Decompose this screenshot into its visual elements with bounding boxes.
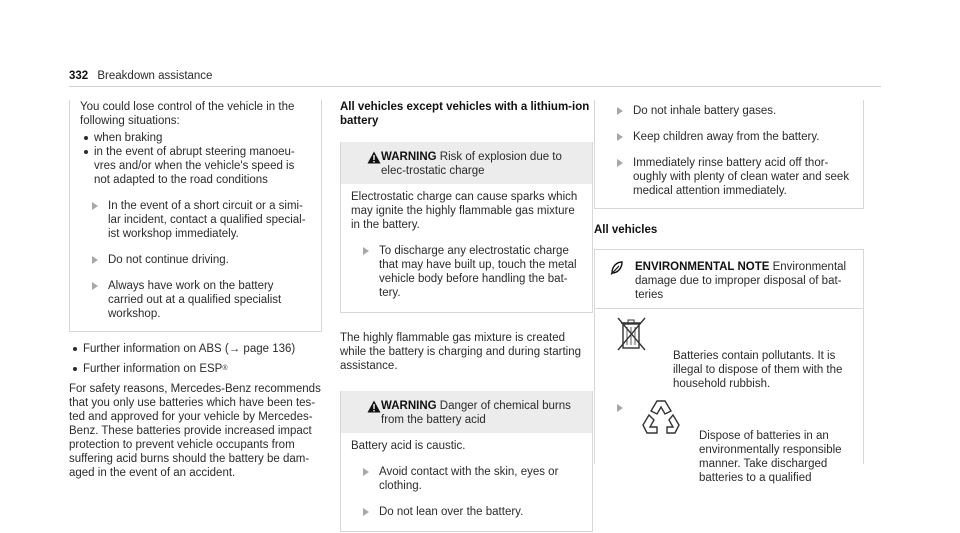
info-list	[69, 342, 322, 376]
warning-header	[341, 391, 592, 433]
header-rule	[69, 86, 881, 87]
warning-body	[341, 433, 592, 531]
arrow-icon	[617, 133, 623, 141]
warning-triangle-icon	[367, 400, 381, 413]
step-item: In the event of a short circuit or a simi-lar incident, contact a qualified special-ist workshop immediately.	[80, 199, 309, 241]
crossed-out-bin-icon	[615, 315, 649, 353]
registered-mark: ®	[222, 365, 228, 372]
list-item: in the event of abrupt steering manoeu-vres and/or when the vehicle's speed is not adapted to the road conditions	[80, 145, 309, 187]
list-item: when braking	[80, 131, 309, 145]
arrow-icon	[363, 508, 369, 516]
warning-summary: Risk of explosion due to elec-trostatic charge	[381, 151, 562, 177]
step-item: Do not continue driving.	[80, 253, 309, 267]
step-item: Keep children away from the battery.	[605, 130, 851, 144]
warning-box-acid	[340, 391, 593, 532]
page-number: 332	[69, 70, 89, 82]
arrow-icon	[617, 107, 623, 115]
arrow-icon	[92, 282, 98, 290]
recycle-icon	[637, 397, 685, 439]
step-item: To discharge any electrostatic charge that may have built up, touch the metal vehicle body before handling the bat-tery.	[351, 244, 580, 300]
situation-list	[80, 131, 309, 187]
env-header	[595, 250, 863, 308]
page-header	[69, 70, 212, 82]
arrow-icon	[617, 159, 623, 167]
column-3	[594, 100, 864, 484]
continued-warning-box	[69, 100, 322, 332]
warning-label: WARNING	[381, 400, 437, 412]
arrow-icon	[92, 256, 98, 264]
env-summary: Environmental damage due to improper disposal of bat-teries	[635, 261, 847, 301]
section-heading: All vehicles except vehicles with a lithium-ion battery	[340, 101, 590, 127]
step-item	[605, 401, 851, 485]
info-esp[interactable]: Further information on ESP®	[69, 362, 322, 376]
warning-label: WARNING	[381, 151, 437, 163]
bin-text: Batteries contain pollutants. It is illegal to dispose of them with the household rubbish.	[673, 350, 843, 390]
step-item: Do not lean over the battery.	[351, 505, 580, 519]
step-item: Do not inhale battery gases.	[605, 104, 851, 118]
step-item: Immediately rinse battery acid off thor-oughly with plenty of clean water and seek medical attention immediately.	[605, 156, 851, 198]
info-abs[interactable]: Further information on ABS (→ page 136)	[69, 342, 322, 356]
warning-body	[341, 184, 592, 312]
step-item: Avoid contact with the skin, eyes or clothing.	[351, 465, 580, 493]
arrow-icon	[363, 468, 369, 476]
section-heading: All vehicles	[594, 224, 658, 236]
environment-leaf-icon	[609, 260, 625, 276]
warning-box-explosion	[340, 142, 593, 313]
warning-text: Electrostatic charge can cause sparks which may ignite the highly flammable gas mixture in the battery.	[351, 191, 578, 231]
intro-text: You could lose control of the vehicle in the following situations:	[80, 101, 295, 127]
warning-text: Battery acid is caustic.	[351, 440, 466, 452]
column-2	[340, 100, 593, 532]
env-body	[595, 309, 863, 485]
safety-paragraph: For safety reasons, Mercedes-Benz recommends that you only use batteries which have been tes-ted and approved for your vehicle by Mercedes-Benz. These batteries provide increased impact protection to prevent vehicle occupants from suffering acid burns should the battery be dam-aged in the event of an accident.	[69, 383, 321, 479]
arrow-icon	[92, 202, 98, 210]
env-label: ENVIRONMENTAL NOTE	[635, 261, 770, 273]
section-title: Breakdown assistance	[97, 70, 213, 82]
step-item: Always have work on the battery carried out at a qualified specialist workshop.	[80, 279, 309, 321]
arrow-icon	[617, 404, 623, 412]
continued-acid-box	[594, 100, 864, 209]
warning-summary: Danger of chemical burns from the battery acid	[381, 400, 571, 426]
gas-paragraph: The highly flammable gas mixture is created while the battery is charging and during starting assistance.	[340, 332, 582, 372]
warning-header	[341, 142, 592, 184]
column-1	[69, 100, 322, 480]
recycle-text: Dispose of batteries in an environmentally responsible manner. Take discharged batteries to a qualified	[699, 430, 842, 484]
warning-triangle-icon	[367, 151, 381, 164]
arrow-icon	[363, 247, 369, 255]
environmental-note-box	[594, 249, 864, 484]
